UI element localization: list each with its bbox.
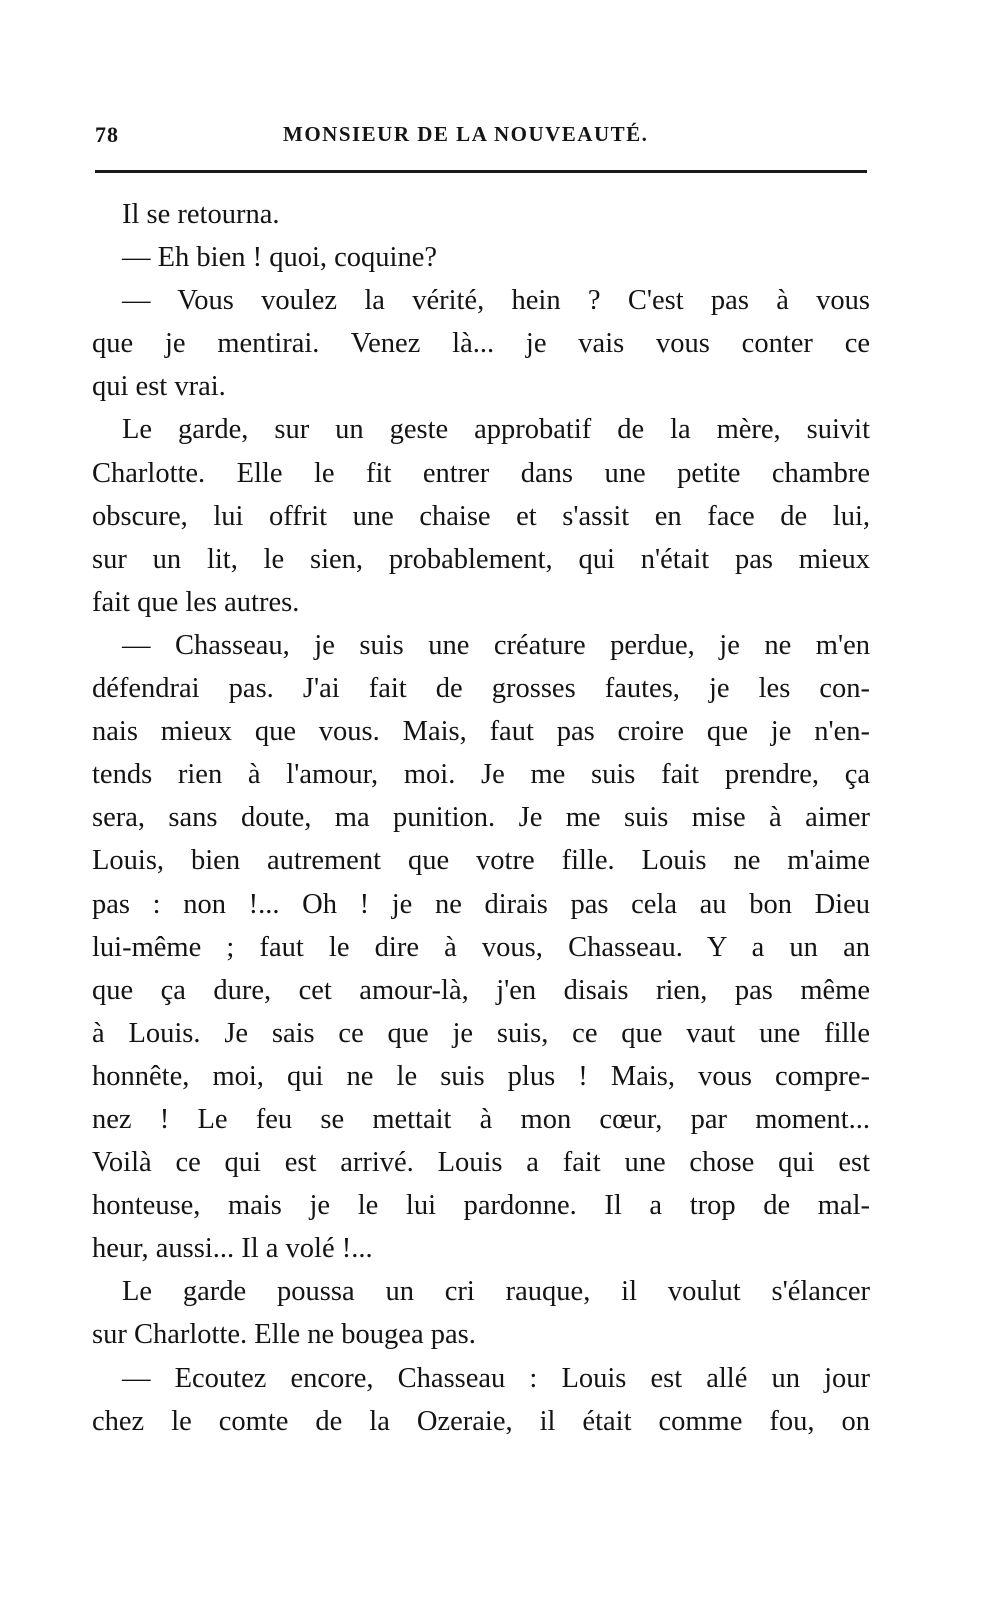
- header-rule: [95, 170, 867, 173]
- text-line: Le garde poussa un cri rauque, il voulut s'élancer: [122, 1276, 870, 1308]
- text-line: — Eh bien ! quoi, coquine?: [122, 242, 438, 274]
- text-line: nez ! Le feu se mettait à mon cœur, par moment...: [92, 1103, 870, 1135]
- text-line: heur, aussi... Il a volé !...: [92, 1233, 373, 1265]
- text-line: Il se retourna.: [122, 199, 280, 230]
- text-line: honteuse, mais je le lui pardonne. Il a trop de mal-: [92, 1190, 870, 1222]
- text-line: Voilà ce qui est arrivé. Louis a fait une chose qui est: [92, 1147, 870, 1179]
- text-line: défendrai pas. J'ai fait de grosses fautes, je les con-: [92, 673, 870, 705]
- text-line: à Louis. Je sais ce que je suis, ce que vaut une fille: [92, 1017, 870, 1049]
- text-line: sera, sans doute, ma punition. Je me suis mise à aimer: [92, 802, 870, 834]
- text-line: nais mieux que vous. Mais, faut pas croire que je n'en-: [92, 716, 870, 748]
- page-header: [95, 122, 867, 156]
- page-number: 78: [95, 122, 119, 147]
- text-line: que je mentirai. Venez là... je vais vous conter ce: [92, 328, 870, 360]
- text-line: chez le comte de la Ozeraie, il était comme fou, on: [92, 1405, 870, 1437]
- text-line: pas : non !... Oh ! je ne dirais pas cela au bon Dieu: [92, 888, 870, 920]
- text-line: sur Charlotte. Elle ne bougea pas.: [92, 1319, 476, 1351]
- text-line: tends rien à l'amour, moi. Je me suis fait prendre, ça: [92, 759, 870, 791]
- text-line: obscure, lui offrit une chaise et s'assit en face de lui,: [92, 500, 870, 532]
- running-title: MONSIEUR DE LA NOUVEAUTÉ.: [283, 122, 649, 146]
- text-line: fait que les autres.: [92, 586, 300, 618]
- text-line: — Chasseau, je suis une créature perdue, je ne m'en: [122, 629, 870, 661]
- text-line: — Ecoutez encore, Chasseau : Louis est allé un jour: [122, 1362, 870, 1394]
- text-line: que ça dure, cet amour-là, j'en disais rien, pas même: [92, 974, 870, 1006]
- text-line: — Vous voulez la vérité, hein ? C'est pas à vous: [122, 285, 870, 317]
- body-text: [92, 193, 870, 1443]
- text-line: honnête, moi, qui ne le suis plus ! Mais, vous compre-: [92, 1060, 870, 1092]
- text-line: Louis, bien autrement que votre fille. Louis ne m'aime: [92, 845, 870, 877]
- text-line: sur un lit, le sien, probablement, qui n'était pas mieux: [92, 543, 870, 575]
- text-line: qui est vrai.: [92, 371, 226, 403]
- text-line: Le garde, sur un geste approbatif de la mère, suivit: [122, 414, 870, 446]
- text-line: Charlotte. Elle le fit entrer dans une petite chambre: [92, 457, 870, 489]
- text-line: lui-même ; faut le dire à vous, Chasseau. Y a un an: [92, 931, 870, 963]
